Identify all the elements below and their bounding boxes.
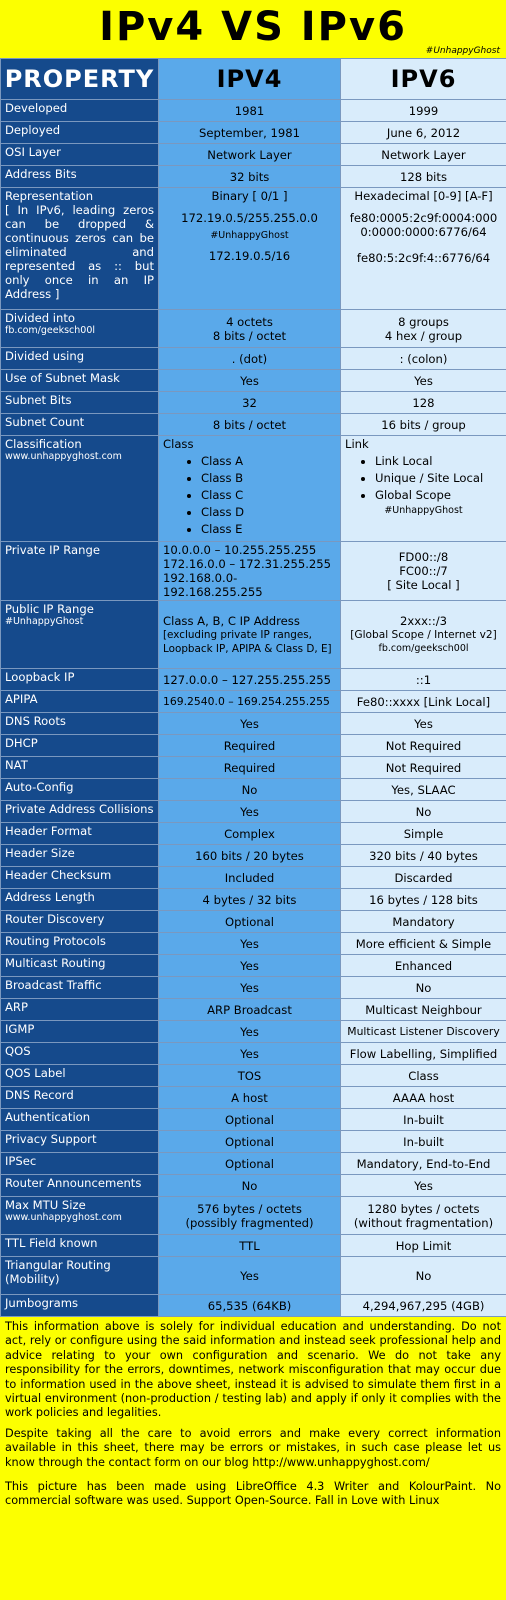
representation-note: [ In IPv6, leading zeros can be dropped & continuous zeros can be eliminated and represented as :: but only once in an IP Address ] [5, 203, 154, 301]
row-label: Classification [5, 437, 82, 451]
list-item: • Class E [201, 521, 336, 538]
row-apipa [1, 691, 506, 713]
row-multicast [1, 955, 506, 977]
ipv4-value: Yes [159, 955, 341, 977]
row-label: Router Discovery [1, 911, 159, 933]
ipv4-class-list [163, 453, 336, 538]
ipv4-value: Yes [159, 713, 341, 735]
row-watermark: www.unhappyghost.com [5, 1212, 122, 1223]
ipv6-value: AAAA host [341, 1087, 506, 1109]
row-label: Private IP Range [1, 542, 159, 601]
ipv6-value: Yes [341, 713, 506, 735]
ipv6-value-cell [341, 542, 506, 601]
ipv6-value: Flow Labelling, Simplified [341, 1043, 506, 1065]
row-subnet-bits [1, 392, 506, 414]
ipv6-value: ::1 [341, 669, 506, 691]
row-label: DNS Roots [1, 713, 159, 735]
row-label: Broadcast Traffic [1, 977, 159, 999]
ipv6-value: In-built [341, 1131, 506, 1153]
ipv6-value: Yes, SLAAC [341, 779, 506, 801]
ipv4-value: Included [159, 867, 341, 889]
row-label: QOS [1, 1043, 159, 1065]
ipv4-value: No [159, 1175, 341, 1197]
row-authentication [1, 1109, 506, 1131]
ipv4-value: Yes [159, 977, 341, 999]
ipv6-value: Not Required [341, 735, 506, 757]
list-item: • Global Scope [375, 487, 502, 504]
row-label: Deployed [1, 122, 159, 144]
ipv6-value: Hexadecimal [0-9] [A-F] [354, 189, 493, 203]
ipv6-value: 320 bits / 40 bytes [341, 845, 506, 867]
ipv6-value: No [341, 801, 506, 823]
ipv6-value: Multicast Neighbour [341, 999, 506, 1021]
ipv6-value: Hop Limit [341, 1235, 506, 1257]
row-classification [1, 436, 506, 542]
ipv4-value: Network Layer [159, 144, 341, 166]
ipv6-value: Discarded [341, 867, 506, 889]
ipv4-value: ARP Broadcast [159, 999, 341, 1021]
ipv4-value: TOS [159, 1065, 341, 1087]
ipv6-value: Class [341, 1065, 506, 1087]
ipv4-value: 192.168.0.0-192.168.255.255 [163, 571, 263, 599]
ipv4-value: Optional [159, 1109, 341, 1131]
ipv6-value: 16 bytes / 128 bits [341, 889, 506, 911]
row-label: TTL Field known [1, 1235, 159, 1257]
ipv6-value: 16 bits / group [341, 414, 506, 436]
ipv6-value: Mandatory, End-to-End [341, 1153, 506, 1175]
page-title: IPv4 VS IPv6 [99, 4, 407, 50]
ipv4-value: No [159, 779, 341, 801]
ipv4-value: 32 bits [159, 166, 341, 188]
comparison-table [0, 58, 506, 1317]
header-ipv6: IPV6 [341, 59, 506, 100]
ipv4-value: Optional [159, 911, 341, 933]
ipv4-value-cell [159, 436, 341, 542]
ipv4-value: 65,535 (64KB) [159, 1295, 341, 1317]
ipv4-value: Required [159, 735, 341, 757]
row-router-discovery [1, 911, 506, 933]
row-divided-into [1, 310, 506, 348]
row-label-cell [1, 436, 159, 542]
ipv6-value: 4 hex / group [384, 328, 463, 343]
row-developed [1, 100, 506, 122]
row-label-cell [1, 1197, 159, 1235]
list-item: • Unique / Site Local [375, 470, 502, 487]
ipv6-value-cell [341, 436, 506, 542]
row-mtu [1, 1197, 506, 1235]
ipv4-value: 8 bits / octet [212, 328, 287, 343]
row-representation [1, 188, 506, 310]
ipv4-value-cell [159, 1197, 341, 1235]
row-label: Use of Subnet Mask [1, 370, 159, 392]
row-dns-record [1, 1087, 506, 1109]
row-label: Routing Protocols [1, 933, 159, 955]
row-osi-layer [1, 144, 506, 166]
row-label: Subnet Count [1, 414, 159, 436]
header-property: PROPERTY [1, 59, 159, 100]
ipv6-value: [ Site Local ] [387, 578, 460, 592]
ipv4-value-cell [159, 188, 341, 310]
row-label: OSI Layer [1, 144, 159, 166]
row-collisions [1, 801, 506, 823]
row-ttl [1, 1235, 506, 1257]
ipv4-value: TTL [159, 1235, 341, 1257]
ipv4-value: September, 1981 [159, 122, 341, 144]
row-label: Divided using [1, 348, 159, 370]
row-label: Public IP Range [5, 602, 94, 616]
row-label: Address Length [1, 889, 159, 911]
ipv6-value: 4,294,967,295 (4GB) [341, 1295, 506, 1317]
row-label: Developed [1, 100, 159, 122]
ipv6-value-cell [341, 1197, 506, 1235]
row-label: Privacy Support [1, 1131, 159, 1153]
row-label: QOS Label [1, 1065, 159, 1087]
ipv6-value: 1280 bytes / octets [367, 1201, 480, 1216]
ipv4-value: Yes [159, 1021, 341, 1043]
ipv4-value: Yes [159, 801, 341, 823]
row-label: Authentication [1, 1109, 159, 1131]
row-address-bits [1, 166, 506, 188]
ipv6-value: No [341, 977, 506, 999]
row-dns-roots [1, 713, 506, 735]
ipv4-value: Optional [159, 1153, 341, 1175]
row-label: Header Format [1, 823, 159, 845]
ipv4-value: Complex [159, 823, 341, 845]
ipv4-value: 4 bytes / 32 bits [159, 889, 341, 911]
hashtag-watermark: #UnhappyGhost [384, 505, 463, 516]
ipv4-value-cell [159, 601, 341, 669]
list-item: • Class B [201, 470, 336, 487]
ipv6-value: Enhanced [341, 955, 506, 977]
ipv4-value: 172.16.0.0 – 172.31.255.255 [163, 557, 332, 571]
row-broadcast [1, 977, 506, 999]
header-row [1, 59, 506, 100]
row-nat [1, 757, 506, 779]
ipv4-value: [excluding private IP ranges, Loopback IP, APIPA & Class D, E] [163, 628, 332, 655]
ipv6-value: fe80:5:2c9f:4::6776/64 [356, 251, 491, 265]
disclaimer-paragraph: This information above is solely for individual education and understanding. Do not act, rely or configure using the said information and instead seek professional help and advice relating to your own configuration and scenario. We do not take any responsibility for the errors, downtimes, network misconfiguration that may occur due to information used in the above sheet, instead it is advised to simulate them first in a virtual environment (non-production / testing lab) and apply if only it complies with the work policies and legalities. [5, 1320, 501, 1420]
ipv6-value: FD00::/8 [398, 550, 449, 564]
row-watermark: fb.com/geeksch00l [378, 642, 469, 654]
ipv4-value: 127.0.0.0 – 127.255.255.255 [159, 669, 341, 691]
ipv6-value: Link [345, 437, 369, 451]
row-label: Private Address Collisions [1, 801, 159, 823]
row-label: Address Bits [1, 166, 159, 188]
row-qos [1, 1043, 506, 1065]
row-triangular-routing [1, 1257, 506, 1295]
row-arp [1, 999, 506, 1021]
ipv6-value-cell [341, 188, 506, 310]
row-public-range [1, 601, 506, 669]
row-subnet-count [1, 414, 506, 436]
row-qos-label [1, 1065, 506, 1087]
disclaimer-paragraph: Despite taking all the care to avoid errors and make every correct information available in this sheet, there may be errors or mistakes, in such case please let us know through the contact form on our blog http://www.unhappyghost.com/ [5, 1426, 501, 1469]
row-dhcp [1, 735, 506, 757]
ipv4-value: 32 [159, 392, 341, 414]
ipv6-value: : (colon) [341, 348, 506, 370]
row-header-size [1, 845, 506, 867]
ipv6-value: Yes [341, 370, 506, 392]
row-label: APIPA [1, 691, 159, 713]
ipv6-value: Multicast Listener Discovery [341, 1021, 506, 1043]
ipv4-value: 160 bits / 20 bytes [159, 845, 341, 867]
ipv6-value: 128 [341, 392, 506, 414]
row-jumbograms [1, 1295, 506, 1317]
ipv4-value: Class A, B, C IP Address [163, 613, 300, 628]
ipv4-value: Binary [ 0/1 ] [211, 189, 288, 203]
ipv4-value: 172.19.0.5/255.255.0.0 [181, 211, 318, 225]
row-label: Auto-Config [1, 779, 159, 801]
list-item: • Class D [201, 504, 336, 521]
ipv4-value: (possibly fragmented) [185, 1215, 314, 1230]
row-routing-protocols [1, 933, 506, 955]
ipv4-value: Yes [159, 933, 341, 955]
ipv4-value: Yes [159, 1257, 341, 1295]
row-label: Header Size [1, 845, 159, 867]
row-label: NAT [1, 757, 159, 779]
row-label: DHCP [1, 735, 159, 757]
ipv6-value: 2xxx::/3 [399, 613, 448, 628]
ipv4-value: 10.0.0.0 – 10.255.255.255 [163, 543, 317, 557]
row-deployed [1, 122, 506, 144]
row-watermark: fb.com/geeksch00l [5, 325, 96, 336]
ipv4-value: Yes [159, 1043, 341, 1065]
ipv6-value: In-built [341, 1109, 506, 1131]
row-privacy [1, 1131, 506, 1153]
row-label: ARP [1, 999, 159, 1021]
row-label: IPSec [1, 1153, 159, 1175]
row-watermark: www.unhappyghost.com [5, 451, 122, 462]
ipv4-value: 576 bytes / octets [197, 1201, 302, 1216]
ipv4-value: 1981 [159, 100, 341, 122]
ipv4-value: Optional [159, 1131, 341, 1153]
ipv6-value: 128 bits [341, 166, 506, 188]
row-router-announcements [1, 1175, 506, 1197]
row-label: Router Announcements [1, 1175, 159, 1197]
ipv6-value: 1999 [341, 100, 506, 122]
ipv6-value: More efficient & Simple [341, 933, 506, 955]
list-item: • Link Local [375, 453, 502, 470]
row-divided-using [1, 348, 506, 370]
ipv6-value: (without fragmentation) [353, 1215, 494, 1230]
row-label: DNS Record [1, 1087, 159, 1109]
ipv6-value: Network Layer [341, 144, 506, 166]
ipv4-value: . (dot) [159, 348, 341, 370]
ipv4-value-cell [159, 310, 341, 348]
row-label: Loopback IP [1, 669, 159, 691]
ipv4-value: 4 octets [226, 314, 273, 329]
ipv6-value-cell [341, 601, 506, 669]
ipv6-value: Mandatory [341, 911, 506, 933]
row-auto-config [1, 779, 506, 801]
row-label: Subnet Bits [1, 392, 159, 414]
disclaimer [0, 1317, 506, 1509]
ipv4-value-cell [159, 542, 341, 601]
ipv6-value: Not Required [341, 757, 506, 779]
row-label-cell [1, 601, 159, 669]
ipv4-value: A host [159, 1087, 341, 1109]
ipv6-value: fe80:0005:2c9f:0004:0000:0000:0000:6776/64 [349, 211, 498, 239]
ipv6-value: June 6, 2012 [341, 122, 506, 144]
title-bar [0, 0, 506, 58]
ipv4-value: Yes [159, 370, 341, 392]
row-label-cell [1, 310, 159, 348]
ipv6-value: FC00::/7 [399, 564, 448, 578]
row-loopback [1, 669, 506, 691]
ipv6-value-cell [341, 310, 506, 348]
row-label: Divided into [5, 311, 75, 325]
ipv4-value: Required [159, 757, 341, 779]
row-igmp [1, 1021, 506, 1043]
title-hashtag: #UnhappyGhost [425, 46, 500, 56]
row-header-checksum [1, 867, 506, 889]
row-private-range [1, 542, 506, 601]
ipv6-class-list [345, 453, 502, 504]
row-subnet-mask [1, 370, 506, 392]
row-label: Header Checksum [1, 867, 159, 889]
row-label-cell [1, 188, 159, 310]
ipv4-value: 169.2540.0 – 169.254.255.255 [159, 691, 341, 713]
ipv6-value: No [341, 1257, 506, 1295]
ipv4-value: 172.19.0.5/16 [208, 249, 291, 263]
row-label: Triangular Routing (Mobility) [1, 1257, 159, 1295]
row-label: IGMP [1, 1021, 159, 1043]
row-address-length [1, 889, 506, 911]
ipv6-value: Yes [341, 1175, 506, 1197]
row-label: Multicast Routing [1, 955, 159, 977]
row-ipsec [1, 1153, 506, 1175]
ipv6-value: 8 groups [398, 314, 449, 329]
list-item: • Class A [201, 453, 336, 470]
row-header-format [1, 823, 506, 845]
row-label: Jumbograms [1, 1295, 159, 1317]
ipv4-value: Class [163, 437, 194, 451]
hashtag-watermark: #UnhappyGhost [210, 230, 289, 241]
credits-paragraph: This picture has been made using LibreOffice 4.3 Writer and KolourPaint. No commercial software was used. Support Open-Source. Fall in Love with Linux [5, 1480, 501, 1508]
ipv6-value: Fe80::xxxx [Link Local] [341, 691, 506, 713]
list-item: • Class C [201, 487, 336, 504]
ipv6-value: [Global Scope / Internet v2] [350, 628, 497, 641]
row-watermark: #UnhappyGhost [5, 616, 84, 627]
ipv6-value: Simple [341, 823, 506, 845]
ipv4-value: 8 bits / octet [159, 414, 341, 436]
header-ipv4: IPV4 [159, 59, 341, 100]
row-label: Representation [5, 189, 94, 203]
row-label: Max MTU Size [5, 1198, 86, 1212]
